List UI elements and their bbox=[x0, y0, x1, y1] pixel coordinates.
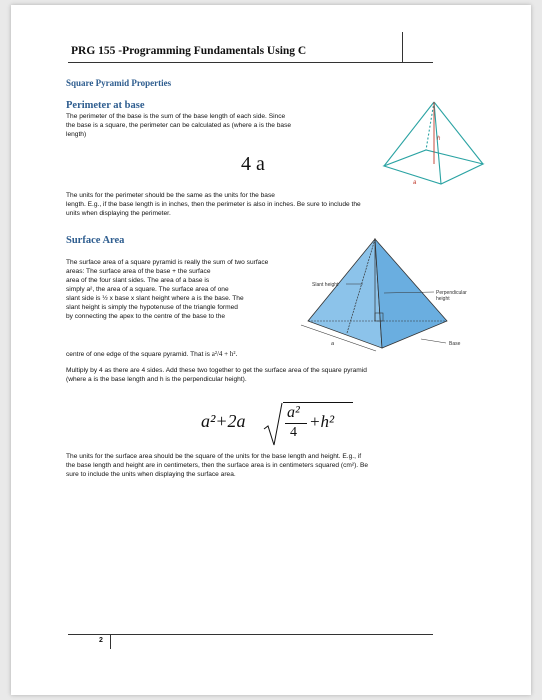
surface-paragraph bbox=[66, 258, 296, 321]
base-label: Base bbox=[449, 341, 461, 347]
surface-line: slant height is simply the hypotenuse of the triangle formed bbox=[66, 304, 238, 311]
surface-area-heading: Surface Area bbox=[66, 235, 125, 246]
pyramid-wireframe-diagram bbox=[379, 98, 489, 190]
surface-units-line: the base length and height are in centimeters, then the surface area is in centimeters squared (cm²). Be bbox=[66, 462, 369, 469]
base-label: a bbox=[413, 180, 417, 186]
perimeter-units-line: length. E.g., if the base length is in inches, then the perimeter is also in inches. Be sure to include the bbox=[66, 201, 361, 208]
surface-line: simply a², the area of a square. The surface area of one bbox=[66, 286, 229, 293]
perimeter-intro bbox=[66, 112, 291, 139]
surface-line: slant side is ½ x base x slant height where a is the base. The bbox=[66, 295, 244, 302]
base-pointer bbox=[421, 339, 446, 343]
fraction-numerator: a² bbox=[287, 404, 300, 421]
section-title: Square Pyramid Properties bbox=[66, 78, 172, 88]
perpendicular-label: Perpendicular bbox=[436, 290, 467, 296]
surface-units bbox=[66, 452, 368, 479]
perimeter-intro-line: length) bbox=[66, 131, 87, 138]
header-divider bbox=[402, 32, 403, 62]
surface-line: by connecting the apex to the centre of the base to the bbox=[66, 313, 226, 320]
footer-divider bbox=[110, 635, 111, 649]
perimeter-units-line: The units for the perimeter should be the same as the units for the base bbox=[66, 192, 275, 199]
perpendicular-label: height bbox=[436, 296, 450, 302]
slant-height-label: Slant height bbox=[312, 282, 339, 288]
surface-line: area of the four slant sides. The area of a base is bbox=[66, 277, 210, 284]
multiply-line: (where a is the base length and h is the perpendicular height). bbox=[66, 376, 247, 383]
formula-tail: +h² bbox=[309, 412, 335, 431]
perimeter-intro-line: the base is a square, the perimeter can be calculated as (where a is the base bbox=[66, 122, 292, 129]
sqrt-expression: a²/4 + h². bbox=[211, 350, 238, 358]
sqrt-overline bbox=[283, 402, 353, 403]
edge-back bbox=[426, 102, 434, 150]
document-page bbox=[11, 5, 531, 695]
perimeter-heading: Perimeter at base bbox=[66, 100, 145, 111]
perimeter-units-line: units when displaying the perimeter. bbox=[66, 210, 171, 217]
perimeter-intro-line: The perimeter of the base is the sum of the base length of each side. Since bbox=[66, 113, 286, 120]
surface-line: areas: The surface area of the base + the surface bbox=[66, 268, 211, 275]
document-header-title: PRG 155 -Programming Fundamentals Using C bbox=[71, 45, 307, 57]
left-face bbox=[308, 239, 382, 348]
surface-line: The surface area of a square pyramid is really the sum of two surface bbox=[66, 259, 269, 266]
perimeter-units bbox=[66, 191, 361, 218]
pyramid-surface-diagram bbox=[291, 237, 521, 352]
side-label: a bbox=[331, 341, 335, 347]
edge-right bbox=[434, 102, 483, 164]
height-label: h bbox=[437, 136, 441, 142]
formula-left: a²+2a bbox=[201, 411, 246, 431]
sqrt-sign-icon bbox=[263, 401, 283, 447]
perimeter-formula: 4 a bbox=[241, 153, 265, 175]
base-outline bbox=[384, 150, 483, 184]
surface-units-line: sure to include the units when displaying the surface area. bbox=[66, 471, 236, 478]
fraction-bar bbox=[285, 423, 307, 424]
multiply-line: Multiply by 4 as there are 4 sides. Add these two together to get the surface area of the square pyramid bbox=[66, 367, 367, 374]
surface-units-line: The units for the surface area should be the square of the units for the base length and height. E.g., if bbox=[66, 453, 362, 460]
fraction-denominator: 4 bbox=[290, 425, 297, 440]
page-number: 2 bbox=[99, 637, 103, 644]
surface-area-formula bbox=[201, 401, 361, 449]
centre-line-text: centre of one edge of the square pyramid. That is bbox=[66, 351, 210, 358]
header-rule bbox=[68, 62, 433, 63]
multiply-paragraph bbox=[66, 366, 367, 384]
centre-line bbox=[66, 350, 237, 359]
edge-front bbox=[434, 102, 441, 184]
footer-rule bbox=[68, 634, 433, 635]
